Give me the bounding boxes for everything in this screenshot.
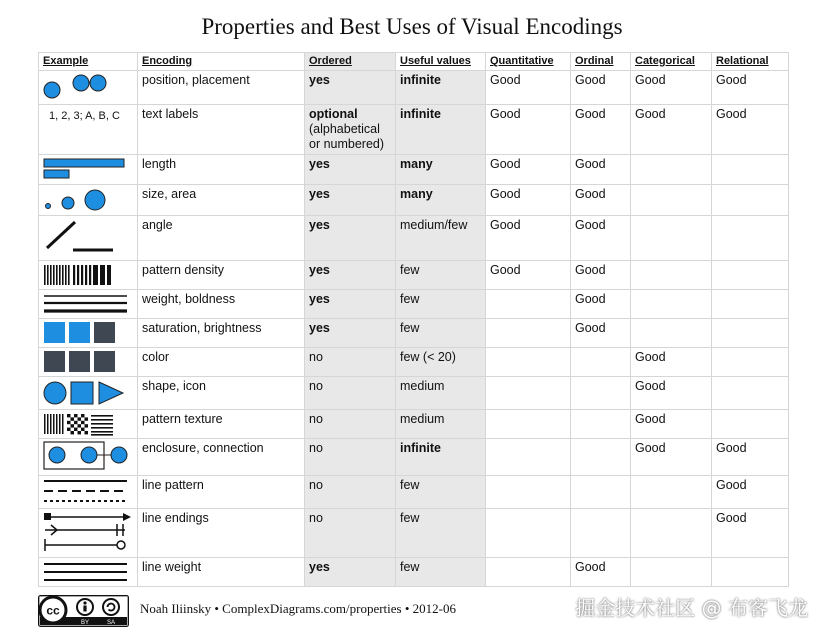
categorical-cell xyxy=(631,71,712,105)
ordinal-cell-text: Good xyxy=(575,187,606,201)
table-row xyxy=(39,105,789,155)
ordered-note: (alphabetical or numbered) xyxy=(309,122,385,151)
length-bars-icon xyxy=(39,155,138,185)
categorical-cell xyxy=(631,558,712,587)
useful-values-cell-text: few xyxy=(400,292,420,306)
relational-cell xyxy=(712,155,789,185)
ordinal-cell xyxy=(571,155,631,185)
ordered-cell-text: optional xyxy=(309,107,358,121)
encoding-name-text: line pattern xyxy=(142,478,204,492)
encoding-name-text: pattern texture xyxy=(142,412,223,426)
ordinal-cell-text: Good xyxy=(575,321,606,335)
categorical-cell-text: Good xyxy=(635,412,666,426)
line-endings-icon xyxy=(39,509,138,558)
ordered-cell-text: no xyxy=(309,350,323,364)
ordered-cell-text: no xyxy=(309,478,323,492)
encoding-name-text: size, area xyxy=(142,187,197,201)
categorical-cell xyxy=(631,155,712,185)
ordered-cell xyxy=(305,377,396,410)
useful-values-cell xyxy=(396,185,486,216)
encoding-name xyxy=(138,155,305,185)
ordered-cell-text: yes xyxy=(309,157,330,171)
ordered-cell xyxy=(305,185,396,216)
watermark: 掘金技术社区 @ 布客飞龙 xyxy=(575,596,808,620)
ordinal-cell-text: Good xyxy=(575,73,606,87)
categorical-cell xyxy=(631,509,712,558)
categorical-cell xyxy=(631,216,712,261)
useful-values-cell-text: few xyxy=(400,478,420,492)
encoding-name xyxy=(138,319,305,348)
useful-values-cell xyxy=(396,261,486,290)
table-row xyxy=(39,185,789,216)
relational-cell xyxy=(712,377,789,410)
quantitative-cell xyxy=(486,185,571,216)
encoding-name-text: pattern density xyxy=(142,263,224,277)
quantitative-cell xyxy=(486,290,571,319)
encoding-name-text: position, placement xyxy=(142,73,250,87)
ordered-cell-text: no xyxy=(309,441,323,455)
useful-values-cell xyxy=(396,348,486,377)
ordered-cell xyxy=(305,155,396,185)
categorical-cell xyxy=(631,348,712,377)
useful-values-cell xyxy=(396,558,486,587)
useful-values-cell-text: few xyxy=(400,263,420,277)
quantitative-cell xyxy=(486,558,571,587)
ordered-cell xyxy=(305,439,396,476)
header-example: Example xyxy=(39,53,138,71)
ordered-cell-text: no xyxy=(309,511,323,525)
quantitative-cell xyxy=(486,476,571,509)
ordered-cell-text: no xyxy=(309,379,323,393)
table-row xyxy=(39,410,789,439)
quantitative-cell xyxy=(486,377,571,410)
ordered-cell-text: yes xyxy=(309,187,330,201)
useful-values-cell-text: few xyxy=(400,560,420,574)
relational-cell xyxy=(712,319,789,348)
ordered-cell xyxy=(305,476,396,509)
categorical-cell xyxy=(631,105,712,155)
encoding-name xyxy=(138,290,305,319)
table-row xyxy=(39,290,789,319)
ordinal-cell xyxy=(571,290,631,319)
footer-credit: Noah Iliinsky • ComplexDiagrams.com/properties • 2012-06 xyxy=(140,601,456,616)
useful-values-cell xyxy=(396,509,486,558)
relational-cell-text: Good xyxy=(716,478,747,492)
example-text: 1, 2, 3; A, B, C xyxy=(49,110,120,122)
encoding-name-text: shape, icon xyxy=(142,379,206,393)
encoding-name xyxy=(138,410,305,439)
categorical-cell xyxy=(631,290,712,319)
pattern-texture-icon xyxy=(39,410,138,439)
table-row xyxy=(39,509,789,558)
quantitative-cell-text: Good xyxy=(490,107,521,121)
encoding-name-text: angle xyxy=(142,218,173,232)
ordinal-cell-text: Good xyxy=(575,263,606,277)
quantitative-cell-text: Good xyxy=(490,73,521,87)
table-row xyxy=(39,348,789,377)
useful-values-cell-text: medium xyxy=(400,412,445,426)
quantitative-cell-text: Good xyxy=(490,218,521,232)
encoding-name xyxy=(138,105,305,155)
ordered-cell xyxy=(305,290,396,319)
relational-cell xyxy=(712,71,789,105)
encoding-name-text: saturation, brightness xyxy=(142,321,262,335)
encoding-name-text: weight, boldness xyxy=(142,292,236,306)
ordinal-cell xyxy=(571,261,631,290)
ordered-cell xyxy=(305,410,396,439)
useful-values-cell-text: infinite xyxy=(400,441,441,455)
relational-cell xyxy=(712,105,789,155)
saturation-squares-icon xyxy=(39,319,138,348)
relational-cell-text: Good xyxy=(716,511,747,525)
categorical-cell-text: Good xyxy=(635,350,666,364)
table-row xyxy=(39,155,789,185)
shape-icons-icon xyxy=(39,377,138,410)
quantitative-cell-text: Good xyxy=(490,157,521,171)
encodings-table xyxy=(38,52,789,587)
useful-values-cell-text: medium/few xyxy=(400,218,468,232)
ordered-cell-text: yes xyxy=(309,292,330,306)
encoding-name xyxy=(138,185,305,216)
quantitative-cell xyxy=(486,439,571,476)
ordered-cell-text: yes xyxy=(309,218,330,232)
quantitative-cell xyxy=(486,71,571,105)
relational-cell xyxy=(712,185,789,216)
ordered-cell-text: yes xyxy=(309,560,330,574)
encoding-name-text: enclosure, connection xyxy=(142,441,264,455)
ordered-cell-text: yes xyxy=(309,321,330,335)
relational-cell xyxy=(712,348,789,377)
categorical-cell xyxy=(631,439,712,476)
useful-values-cell xyxy=(396,439,486,476)
useful-values-cell xyxy=(396,410,486,439)
text-labels-icon xyxy=(39,105,138,155)
useful-values-cell xyxy=(396,319,486,348)
relational-cell xyxy=(712,509,789,558)
quantitative-cell xyxy=(486,216,571,261)
ordinal-cell-text: Good xyxy=(575,218,606,232)
encoding-name-text: text labels xyxy=(142,107,199,121)
ordinal-cell xyxy=(571,105,631,155)
ordinal-cell xyxy=(571,185,631,216)
categorical-cell xyxy=(631,476,712,509)
cc-sa-label: SA xyxy=(106,620,116,626)
encoding-name xyxy=(138,216,305,261)
relational-cell xyxy=(712,261,789,290)
ordinal-cell xyxy=(571,476,631,509)
ordinal-cell-text: Good xyxy=(575,107,606,121)
encoding-name xyxy=(138,558,305,587)
encoding-name xyxy=(138,348,305,377)
categorical-cell-text: Good xyxy=(635,107,666,121)
line-weight-icon xyxy=(39,558,138,587)
quantitative-cell xyxy=(486,348,571,377)
categorical-cell xyxy=(631,377,712,410)
encoding-name xyxy=(138,476,305,509)
relational-cell-text: Good xyxy=(716,73,747,87)
size-circles-icon xyxy=(39,185,138,216)
ordered-cell xyxy=(305,558,396,587)
ordinal-cell xyxy=(571,410,631,439)
useful-values-cell xyxy=(396,216,486,261)
useful-values-cell-text: few xyxy=(400,511,420,525)
useful-values-cell-text: few (< 20) xyxy=(400,350,456,364)
header-encoding: Encoding xyxy=(138,53,305,71)
useful-values-cell-text: medium xyxy=(400,379,445,393)
categorical-cell-text: Good xyxy=(635,73,666,87)
encoding-name xyxy=(138,377,305,410)
ordered-cell-text: no xyxy=(309,412,323,426)
line-pattern-icon xyxy=(39,476,138,509)
ordered-cell xyxy=(305,509,396,558)
ordered-cell xyxy=(305,348,396,377)
header-categorical: Categorical xyxy=(631,53,712,71)
creative-commons-by-sa-icon xyxy=(38,595,129,627)
ordinal-cell xyxy=(571,71,631,105)
ordinal-cell xyxy=(571,348,631,377)
header-useful-values: Useful values xyxy=(396,53,486,71)
relational-cell xyxy=(712,410,789,439)
table-row xyxy=(39,377,789,410)
ordinal-cell xyxy=(571,439,631,476)
quantitative-cell-text: Good xyxy=(490,187,521,201)
ordinal-cell-text: Good xyxy=(575,560,606,574)
relational-cell xyxy=(712,439,789,476)
quantitative-cell xyxy=(486,509,571,558)
useful-values-cell-text: infinite xyxy=(400,107,441,121)
table-row xyxy=(39,476,789,509)
ordinal-cell xyxy=(571,558,631,587)
table-row xyxy=(39,558,789,587)
header-ordinal: Ordinal xyxy=(571,53,631,71)
quantitative-cell xyxy=(486,319,571,348)
weight-lines-icon xyxy=(39,290,138,319)
quantitative-cell xyxy=(486,410,571,439)
quantitative-cell-text: Good xyxy=(490,263,521,277)
ordered-cell xyxy=(305,319,396,348)
ordinal-cell-text: Good xyxy=(575,157,606,171)
encoding-name-text: line weight xyxy=(142,560,202,574)
useful-values-cell xyxy=(396,105,486,155)
table-row xyxy=(39,71,789,105)
page-title: Properties and Best Uses of Visual Encodings xyxy=(201,14,623,39)
ordinal-cell xyxy=(571,509,631,558)
ordinal-cell-text: Good xyxy=(575,292,606,306)
enclosure-icon xyxy=(39,439,138,476)
useful-values-cell-text: many xyxy=(400,157,433,171)
categorical-cell xyxy=(631,185,712,216)
relational-cell xyxy=(712,216,789,261)
useful-values-cell-text: many xyxy=(400,187,433,201)
table-row xyxy=(39,319,789,348)
encoding-name xyxy=(138,509,305,558)
quantitative-cell xyxy=(486,105,571,155)
categorical-cell-text: Good xyxy=(635,379,666,393)
header-relational: Relational xyxy=(712,53,789,71)
relational-cell xyxy=(712,558,789,587)
table-row xyxy=(39,439,789,476)
table-row xyxy=(39,261,789,290)
useful-values-cell xyxy=(396,71,486,105)
categorical-cell xyxy=(631,261,712,290)
relational-cell xyxy=(712,290,789,319)
useful-values-cell-text: infinite xyxy=(400,73,441,87)
color-squares-icon xyxy=(39,348,138,377)
categorical-cell-text: Good xyxy=(635,441,666,455)
table-row xyxy=(39,216,789,261)
relational-cell-text: Good xyxy=(716,107,747,121)
encoding-name xyxy=(138,71,305,105)
svg-text:cc: cc xyxy=(46,603,60,618)
relational-cell xyxy=(712,476,789,509)
ordinal-cell xyxy=(571,319,631,348)
cc-by-label: BY xyxy=(80,620,90,626)
header-ordered: Ordered xyxy=(305,53,396,71)
header-quantitative: Quantitative xyxy=(486,53,571,71)
useful-values-cell xyxy=(396,476,486,509)
angle-lines-icon xyxy=(39,216,138,261)
ordered-cell xyxy=(305,261,396,290)
relational-cell-text: Good xyxy=(716,441,747,455)
useful-values-cell xyxy=(396,290,486,319)
position-dots-icon xyxy=(39,71,138,105)
header-row xyxy=(39,53,789,71)
encoding-name xyxy=(138,439,305,476)
quantitative-cell xyxy=(486,261,571,290)
ordinal-cell xyxy=(571,377,631,410)
pattern-density-icon xyxy=(39,261,138,290)
ordinal-cell xyxy=(571,216,631,261)
ordered-cell xyxy=(305,71,396,105)
ordered-cell-text: yes xyxy=(309,263,330,277)
categorical-cell xyxy=(631,410,712,439)
encoding-name-text: color xyxy=(142,350,170,364)
useful-values-cell xyxy=(396,155,486,185)
useful-values-cell xyxy=(396,377,486,410)
encoding-name-text: length xyxy=(142,157,177,171)
ordered-cell xyxy=(305,105,396,155)
useful-values-cell-text: few xyxy=(400,321,420,335)
ordered-cell xyxy=(305,216,396,261)
encoding-name xyxy=(138,261,305,290)
encoding-name-text: line endings xyxy=(142,511,209,525)
categorical-cell xyxy=(631,319,712,348)
quantitative-cell xyxy=(486,155,571,185)
ordered-cell-text: yes xyxy=(309,73,330,87)
